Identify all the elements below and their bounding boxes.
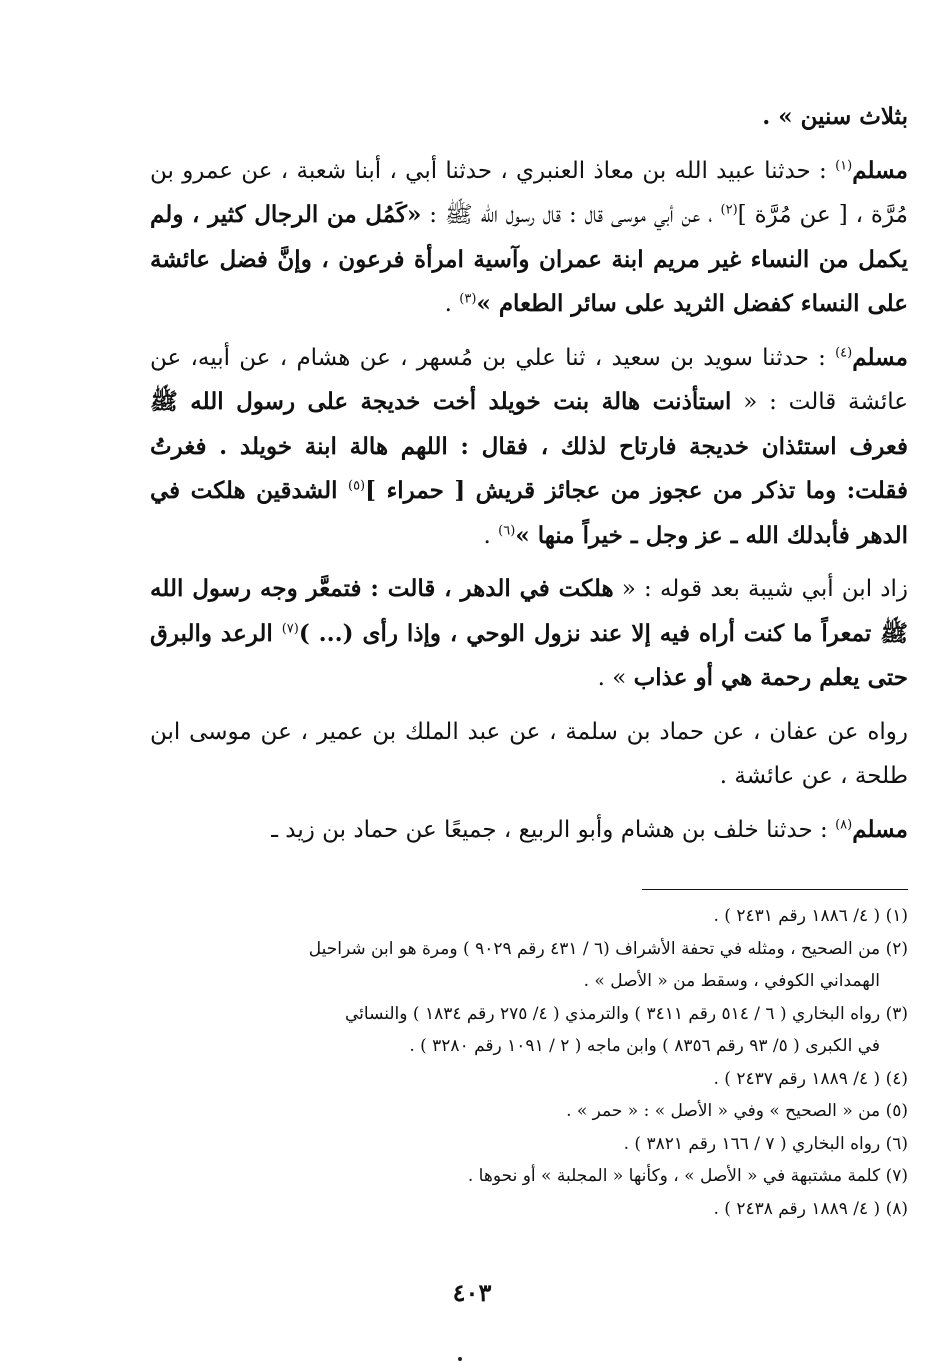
text: : حدثنا عبيد الله بن معاذ العنبري ، حدثنا أبي ، أبنا شعبة ، عن عمرو بن مُرَّة ، [ عن مُرَّة ] [150, 157, 908, 228]
bold-text: استأذنت هالة بنت خويلد أخت خديجة على رسول الله ﷺ فعرف استئذان خديجة فارتاح لذلك ، فقال : اللهم هالة ابنة خويلد . فغرتُ فقلت: وما تذكر من عجوز من عجائز قريش [ حمراء ] [150, 388, 908, 504]
paragraph [150, 149, 908, 327]
footnote-text: رواه البخاري ( ٧ / ١٦٦ رقم ٣٨٢١ ) . [623, 1133, 881, 1154]
scan-speck [458, 1357, 462, 1361]
footnote-number: (٢) [885, 938, 908, 959]
text: . [483, 522, 499, 549]
page-number: ٤٠٣ [452, 1278, 492, 1307]
footnote-text: كلمة مشتبهة في « الأصل » ، وكأنها « المجلبة » أو نحوها . [467, 1166, 881, 1186]
paragraph [150, 567, 908, 701]
footnote-text: الهمداني الكوفي ، وسقط من « الأصل » . [583, 971, 880, 991]
footnote-number: (١) [885, 906, 908, 926]
bold-text: مسلم [852, 343, 908, 371]
footnote-ref: (٣) [459, 291, 477, 307]
paragraph [150, 710, 908, 799]
footnote [34, 1193, 908, 1226]
bold-text: بثلاث سنين » . [762, 103, 908, 130]
footnote [34, 1160, 908, 1193]
text: : حدثنا سويد بن سعيد ، ثنا علي بن مُسهر ، عن هشام ، عن أبيه، عن عائشة قالت : « [150, 344, 908, 415]
paragraph [150, 95, 908, 140]
footnote-text: من الصحيح ، ومثله في تحفة الأشراف (٦ / ٤٣١ رقم ٩٠٢٩ ) ومرة هو ابن شراحيل [308, 938, 881, 959]
footnote-text: من « الصحيح » وفي « الأصل » : « حمر » . [566, 1101, 881, 1121]
footnote [34, 1128, 908, 1161]
footnote-number: (٤) [885, 1068, 908, 1089]
footnote-text: ( ٤/ ١٨٨٩ رقم ٢٤٣٨ ) . [713, 1198, 881, 1219]
text: زاد ابن أبي شيبة بعد قوله : « [613, 576, 908, 602]
text: : حدثنا خلف بن هشام وأبو الربيع ، جميعًا عن حماد بن زيد ـ [271, 816, 836, 843]
bold-text: «كَمُل من الرجال كثير ، ولم يكمل من النساء غير مريم ابنة عمران وآسية امرأة فرعون ، وإنَّ فضل عائشة على النساء كفضل الثريد على سائر الطعام » [150, 201, 908, 317]
text: ، عن أبي موسى قال : قال رسول الله ﷺ : [421, 202, 721, 228]
footnote [34, 998, 908, 1063]
bold-text: مسلم [852, 815, 908, 843]
paragraph [150, 336, 908, 559]
footnotes [34, 900, 908, 1225]
footnote [34, 933, 908, 998]
text: رواه عن عفان ، عن حماد بن سلمة ، عن عبد الملك بن عمير ، عن موسى ابن طلحة ، عن عائشة . [150, 718, 908, 789]
paragraph [150, 808, 908, 853]
footnote-ref: (٤) [835, 344, 853, 360]
footnote [34, 1063, 908, 1096]
bold-text: الرعد والبرق حتى يعلم رحمة هي أو عذاب [150, 619, 908, 691]
footnote-number: (٧) [885, 1166, 908, 1186]
footnote-separator [642, 889, 908, 890]
footnote-text: في الكبرى ( ٥/ ٩٣ رقم ٨٣٥٦ ) وابن ماجه ( ٢ / ١٠٩١ رقم ٣٢٨٠ ) . [409, 1036, 880, 1056]
bold-text: مسلم [852, 156, 908, 184]
footnote-ref: (٧) [281, 620, 299, 636]
footnote-ref: (١) [835, 157, 853, 173]
footnote-ref: (٢) [720, 202, 738, 218]
text: » . [597, 665, 634, 691]
footnote-ref: (٦) [498, 522, 516, 538]
main-text [150, 95, 908, 852]
footnote-text: ( ٤/ ١٨٨٩ رقم ٢٤٣٧ ) . [713, 1068, 881, 1089]
footnote-ref: (٨) [835, 816, 853, 832]
footnote-text: ( ٤/ ١٨٨٦ رقم ٢٤٣١ ) . [713, 906, 881, 926]
footnote-number: (٦) [885, 1133, 908, 1154]
footnote [34, 900, 908, 933]
bold-text: الشدقين هلكت في الدهر فأبدلك الله ـ عز وجل ـ خيراً منها » [150, 477, 908, 549]
footnote-number: (٣) [885, 1003, 908, 1024]
footnote-number: (٥) [885, 1101, 908, 1121]
footnote-ref: (٥) [347, 478, 366, 494]
bold-text: هلكت في الدهر ، قالت : فتمعَّر وجه رسول الله ﷺ تمعراً ما كنت أراه فيه إلا عند نزول الوحي ، وإذا رأى (... ) [150, 575, 908, 647]
footnote-number: (٨) [885, 1198, 908, 1219]
footnote-text: رواه البخاري ( ٦ / ٥١٤ رقم ٣٤١١ ) والترمذي ( ٤/ ٢٧٥ رقم ١٨٣٤ ) والنسائي [345, 1003, 881, 1024]
footnote [34, 1095, 908, 1128]
text: . [444, 291, 460, 317]
